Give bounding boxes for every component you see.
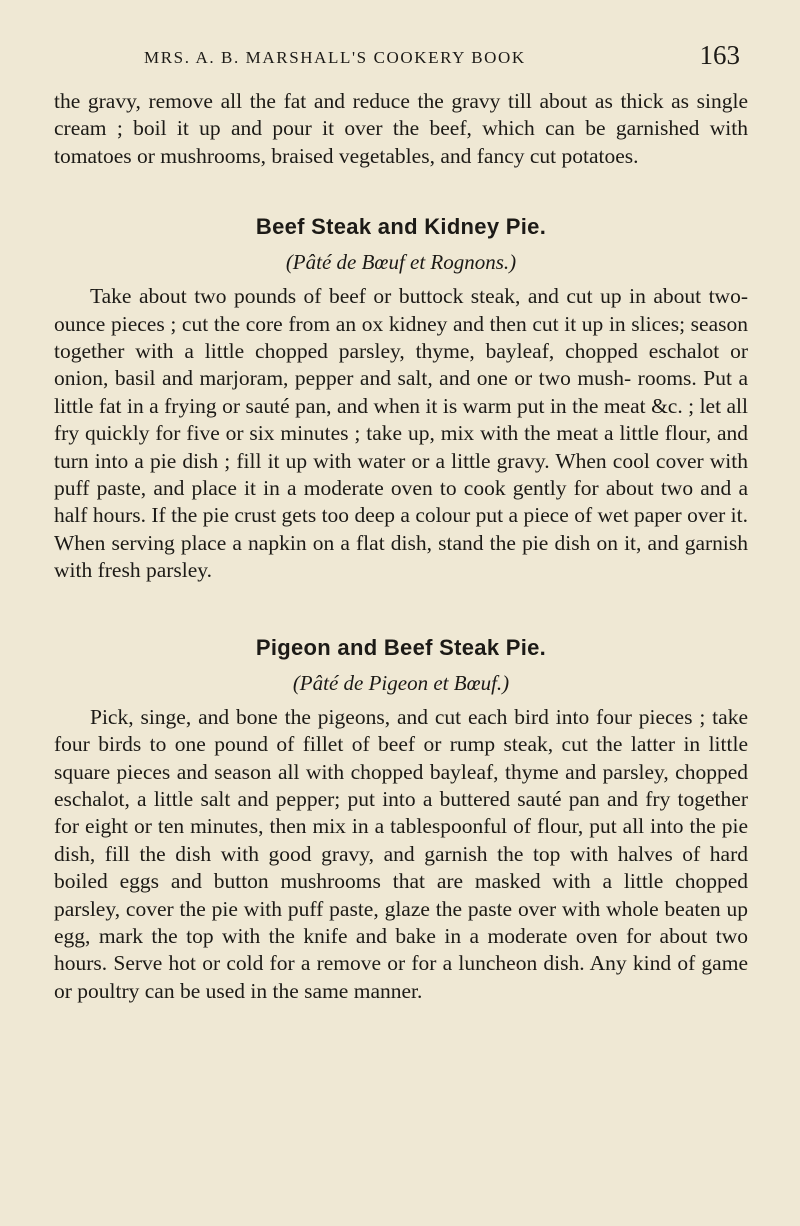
recipe-title: Beef Steak and Kidney Pie.	[255, 214, 547, 240]
running-head	[54, 30, 748, 74]
running-head-title: MRS. A. B. MARSHALL'S COOKERY BOOK	[144, 48, 526, 67]
recipe-body: Pick, singe, and bone the pigeons, and cut each bird into four pieces ; take four birds to one pound of fillet of beef or rump steak, cut the latter in little square pieces and season all with chopped bayleaf, thyme and parsley, chopped eschalot, a little salt and pepper; put into a buttered sauté pan and fry together for eight or ten minutes, then mix in a tablespoonful of flour, put all into the pie dish, fill the dish with good gravy, and garnish the top with halves of hard boiled eggs and button mushrooms that are masked with a little chopped parsley, cover the pie with puff paste, glaze the paste over with whole beaten up egg, mark the top with the knife and bake in a moderate oven for about two hours. Serve hot or cold for a remove or for a luncheon dish. Any kind of game or poultry can be used in the same manner.	[54, 704, 748, 1003]
recipe-beef-steak-kidney-pie	[54, 214, 748, 584]
recipe-subtitle: (Pâté de Pigeon et Bœuf.)	[292, 670, 510, 695]
continuation-paragraph: the gravy, remove all the fat and reduce the gravy till about as thick as single cream ; boil it up and pour it over the beef, which can be garnished with tomatoes or mushrooms, braised vegetables, and fancy cut potatoes.	[54, 89, 748, 168]
recipe-pigeon-beef-steak-pie	[54, 635, 748, 1005]
recipe-title: Pigeon and Beef Steak Pie.	[255, 634, 547, 660]
recipe-subtitle: (Pâté de Bœuf et Rognons.)	[285, 250, 517, 275]
page-number: 163	[699, 40, 740, 70]
recipe-body: Take about two pounds of beef or buttock steak, and cut up in about two-ounce pieces ; cut the core from an ox kidney and then cut it up in slices; season together with a little chopped parsley, thyme, bayleaf, chopped eschalot or onion, basil and marjoram, pepper and salt, and one or two mush- rooms. Put a little fat in a frying or sauté pan, and when it is warm put in the meat &c. ; let all fry quickly for five or six minutes ; take up, mix with the meat a little flour, and turn into a pie dish ; fill it up with water or a little gravy. When cool cover with puff paste, and place it in a moderate oven to cook gently for about two and a half hours. If the pie crust gets too deep a colour put a piece of wet paper over it. When serving place a napkin on a flat dish, stand the pie dish on it, and garnish with fresh parsley.	[54, 284, 748, 583]
